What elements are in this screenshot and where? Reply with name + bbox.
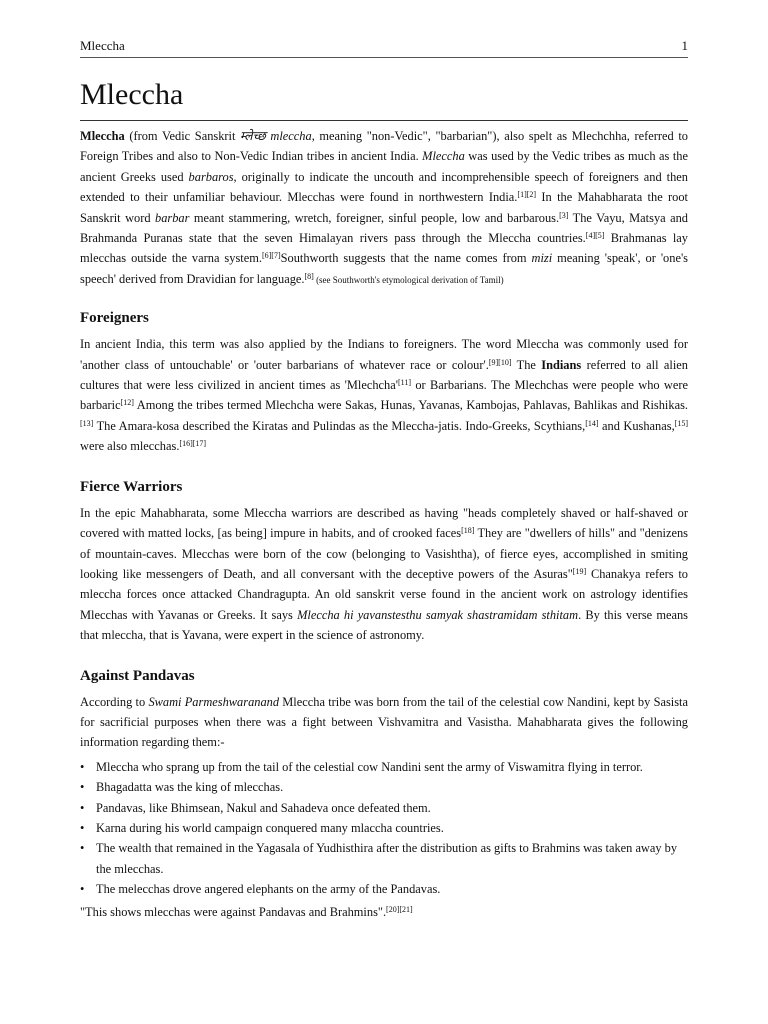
section-heading: Against Pandavas (80, 667, 195, 684)
citation[interactable]: [6][7] (261, 251, 281, 261)
citation[interactable]: [14] (585, 418, 599, 428)
citation[interactable]: [11] (398, 378, 412, 388)
bullet-marker: • (80, 759, 85, 774)
section-against-pandavas (80, 666, 688, 922)
page-number: 1 (681, 38, 688, 53)
bullet-marker: • (80, 882, 85, 897)
citation[interactable]: [16][17] (179, 439, 207, 449)
citation[interactable]: [18] (461, 526, 475, 536)
bullet-marker: • (80, 841, 85, 856)
list-item: • Karna during his world campaign conquered many mlaccha countries. (80, 818, 688, 838)
article-body (80, 126, 688, 922)
bullet-marker: • (80, 800, 85, 815)
fierce-paragraph: In the epic Mahabharata, some Mleccha warriors are described as having "heads completely shaved or half-shaved or covered with matted locks, [as being] impure in habits, and of crooked faces[18] They are "dwellers of hills" and "denizens of mountain-caves. Mlecchas were born of the cow (belonging to Vasishtha), of fierce eyes, accomplished in smiting looking like messengers of Death, and all conversant with the deceptive powers of the Asuras"[19] Chanakya refers to mleccha forces once attacked Chandragupta. An old sanskrit verse found in the ancient work on astrology identifies Mlecchas with Yavanas or Greeks. It says Mleccha hi yavanstesthu samyak shastramidam sthitam. By this verse means that mlecchа, that is Yavana, were expert in the science of astronomy. (80, 505, 689, 643)
citation[interactable]: [8] (304, 271, 314, 281)
bullet-list (80, 757, 688, 900)
section-fierce-warriors (80, 477, 688, 646)
foreigners-paragraph: In ancient India, this term was also applied by the Indians to foreigners. The word Mleccha was commonly used for 'another class of untouchable' or 'outer barbarians of whatever race or colour'.[9][10] The Indians referred to all alien cultures that were less civilized in ancient times as 'Mlechcha'[11] or Barbarians. The Mlechchas were people who were barbaric[12] Among the tribes termed Mlechcha were Sakas, Hunas, Yavanas, Kambojas, Pahlavas, Bahlikas and Rishikas.[13] The Amara-kosa described the Kiratas and Pulindas as the Mleccha-jatis. Indo-Greeks, Scythians,[14] and Kushanas,[15] were also mlecchas.[16][17] (80, 337, 688, 454)
header-rule (80, 57, 688, 58)
list-item: • The melecchas drove angered elephants on the army of the Pandavas. (80, 879, 688, 899)
etymology-note: (see Southworth's etymological derivation of Tamil) (313, 274, 504, 285)
citation[interactable]: [15] (674, 418, 688, 428)
citation[interactable]: [1][2] (517, 190, 537, 200)
title-rule (80, 120, 688, 121)
section-foreigners (80, 308, 688, 456)
list-item: • Pandavas, like Bhimsean, Nakul and Sahadeva once defeated them. (80, 798, 688, 818)
page-title: Mleccha (80, 78, 184, 111)
against-paragraph: According to Swami Parmeshwaranand Mleccha tribe was born from the tail of the celestial cow Nandini, kept by Sasista for sacrificial purposes when there was a fight between Vishvamitra and Vasistha. Mahabharata gives the following information regarding them:- (80, 694, 688, 750)
running-header-title: Mleccha (80, 38, 125, 53)
intro-paragraph: Mleccha (from Vedic Sanskrit म्लेच्छ mleccha, meaning "non-Vedic", "barbarian"), also spelt as Mlechchha, referred to Foreign Tribes and also to Non-Vedic Indian tribes in ancient India. Mleccha was used by the Vedic tribes as much as the ancient Greeks used barbaros, originally to indicate the uncouth and incomprehensible speech of foreigners and then extended to their unfamiliar behaviour. Mlecchas were found in northwestern India.[1][2] In the Mahabharata the root Sanskrit word barbar meant stammering, wretch, foreigner, sinful people, low and barbarous.[3] The Vayu, Matsya and Brahmanda Puranas state that the seven Himalayan rivers pass through the Mleccha countries.[4][5] Brahmanas lay mlecchas outside the varna system.[6][7]Southworth suggests that the name comes from mizi meaning 'speak', or 'one's speech' derived from Dravidian for language.[8] (see Southworth's etymological derivation of Tamil) (80, 129, 689, 286)
citation[interactable]: [20][21] (386, 904, 413, 914)
citation[interactable]: [9][10] (488, 357, 512, 367)
citation[interactable]: [13] (80, 418, 94, 428)
bullet-marker: • (80, 780, 85, 795)
section-heading: Fierce Warriors (80, 478, 183, 495)
list-item: • Mleccha who sprang up from the tail of the celestial cow Nandini sent the army of Viswamitra flying in terror. (80, 757, 688, 777)
closing-quote: "This shows mlecchas were against Pandavas and Brahmins".[20][21] (80, 904, 413, 919)
citation[interactable]: [19] (572, 566, 587, 576)
list-item: • The wealth that remained in the Yagasala of Yudhisthira after the distribution as gifts to Brahmins was taken away by the mlecchas. (80, 838, 688, 879)
citation[interactable]: [12] (120, 398, 134, 408)
citation[interactable]: [3] (559, 210, 569, 220)
citation[interactable]: [4][5] (585, 231, 605, 241)
section-heading: Foreigners (80, 310, 149, 327)
running-header (80, 38, 688, 54)
list-item: • Bhagadatta was the king of mlecchas. (80, 777, 688, 797)
bullet-marker: • (80, 820, 85, 835)
